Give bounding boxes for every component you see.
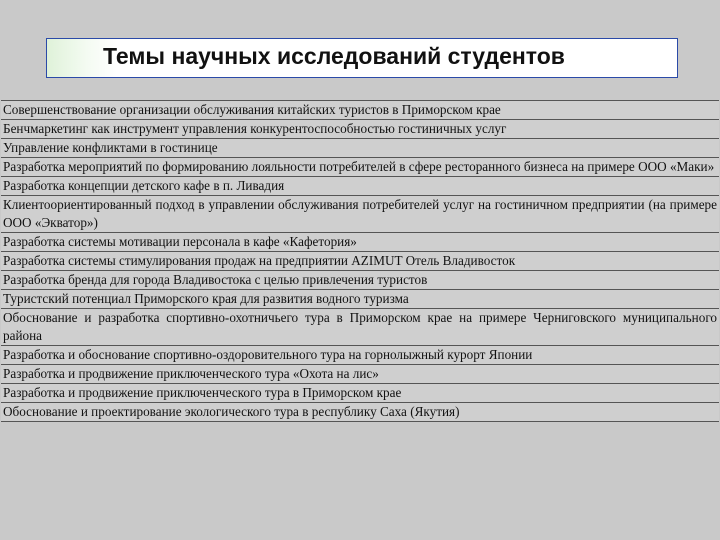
topic-row: Разработка и продвижение приключенческого тура «Охота на лис» [1, 365, 719, 384]
topic-row: Разработка и продвижение приключенческого тура в Приморском крае [1, 384, 719, 403]
topic-row: Обоснование и проектирование экологического тура в республику Саха (Якутия) [1, 403, 719, 422]
topic-row: Клиентоориентированный подход в управлении обслуживания потребителей услуг на гостиничном предприятии (на примере ООО «Экватор») [1, 196, 719, 233]
topic-row: Разработка и обоснование спортивно-оздоровительного тура на горнолыжный курорт Японии [1, 346, 719, 365]
topic-row: Бенчмаркетинг как инструмент управления конкурентоспособностью гостиничных услуг [1, 120, 719, 139]
topic-row: Обоснование и разработка спортивно-охотничьего тура в Приморском крае на примере Черниговского муниципального района [1, 309, 719, 346]
topic-row: Разработка системы стимулирования продаж на предприятии AZIMUT Отель Владивосток [1, 252, 719, 271]
topics-list [1, 100, 719, 422]
topic-row: Разработка концепции детского кафе в п. Ливадия [1, 177, 719, 196]
topic-row: Туристский потенциал Приморского края для развития водного туризма [1, 290, 719, 309]
topic-row: Разработка системы мотивации персонала в кафе «Кафетория» [1, 233, 719, 252]
topic-row: Управление конфликтами в гостинице [1, 139, 719, 158]
topic-row: Разработка мероприятий по формированию лояльности потребителей в сфере ресторанного бизнеса на примере ООО «Маки» [1, 158, 719, 177]
topic-row: Разработка бренда для города Владивостока с целью привлечения туристов [1, 271, 719, 290]
slide-title: Темы научных исследований студентов [103, 43, 565, 69]
topic-row: Совершенствование организации обслуживания китайских туристов в Приморском крае [1, 101, 719, 120]
slide-title-box [46, 38, 678, 78]
